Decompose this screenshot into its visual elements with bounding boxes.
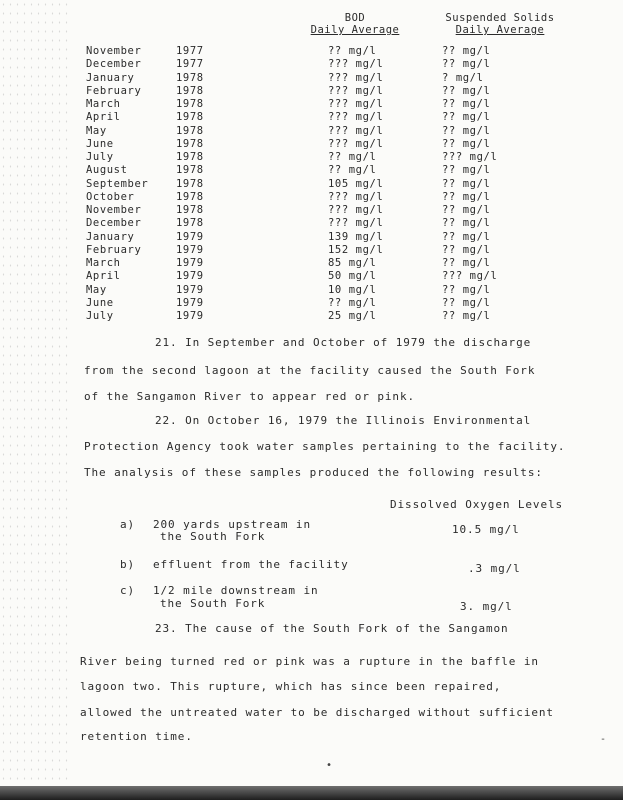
ss-cell: ?? mg/l [442,111,491,124]
year-cell: 1978 [176,177,204,190]
bod-cell: 105 mg/l [328,177,384,190]
year-cell: 1978 [176,217,204,230]
bod-cell: ??? mg/l [328,124,384,137]
ss-cell: ??? mg/l [442,151,498,163]
month-cell: November [86,204,142,216]
ss-cell: ?? mg/l [442,243,491,256]
dissolved-oxygen-header: Dissolved Oxygen Levels [390,498,564,511]
month-cell: January [86,230,135,243]
year-cell: 1978 [176,137,204,150]
ss-cell: ?? mg/l [442,137,491,150]
ss-cell: ?? mg/l [442,84,491,97]
result-a-text-2: the South Fork [160,530,266,543]
paragraph-line: of the Sangamon River to appear red or pink. [84,390,415,403]
bod-header-line1: BOD [344,12,366,24]
result-b-value: .3 mg/l [468,562,521,575]
year-cell: 1977 [176,45,204,57]
year-cell: 1978 [176,190,204,203]
month-cell: July [86,151,114,163]
year-cell: 1979 [176,230,204,243]
bod-cell: 139 mg/l [328,230,384,243]
bod-cell: ??? mg/l [328,217,384,230]
paragraph-line: Protection Agency took water samples pertaining to the facility. [84,440,566,453]
month-cell: March [86,98,121,110]
ss-header-line2: Daily Average [455,24,545,36]
year-cell: 1978 [176,71,204,84]
month-cell: June [86,296,114,309]
paragraph-line: lagoon two. This rupture, which has since been repaired, [80,680,502,693]
ss-cell: ?? mg/l [442,217,491,230]
scan-dot: • [326,760,333,771]
result-b-label: b) [120,558,136,571]
bod-cell: ?? mg/l [328,45,377,57]
result-a-value: 10.5 mg/l [452,523,520,536]
ss-cell: ?? mg/l [442,283,491,296]
ss-cell: ?? mg/l [442,124,491,137]
month-cell: February [86,84,142,97]
bod-cell: ?? mg/l [328,296,377,309]
bod-cell: ??? mg/l [328,190,384,203]
ss-cell: ?? mg/l [442,58,491,71]
bod-column-header [300,12,410,36]
bod-cell: 10 mg/l [328,283,377,296]
ss-cell: ?? mg/l [442,230,491,243]
month-cell: April [86,270,121,283]
month-cell: June [86,137,114,150]
month-cell: January [86,71,135,84]
bod-cell: ??? mg/l [328,58,384,71]
bod-cell: ??? mg/l [328,98,384,110]
year-cell: 1977 [176,58,204,71]
bod-header-line2: Daily Average [310,24,400,36]
bod-cell: ??? mg/l [328,137,384,150]
paragraph-line: allowed the untreated water to be discharged without sufficient [80,706,554,719]
year-cell: 1978 [176,204,204,216]
month-cell: May [86,283,107,296]
year-cell: 1979 [176,296,204,309]
result-c-value: 3. mg/l [460,600,513,613]
scan-dash: - [600,734,607,745]
bod-cell: ?? mg/l [328,151,377,163]
month-cell: March [86,257,121,269]
year-cell: 1978 [176,111,204,124]
year-cell: 1978 [176,151,204,163]
bod-cell: 25 mg/l [328,310,377,322]
month-cell: October [86,190,135,203]
month-cell: December [86,58,142,71]
bod-cell: 85 mg/l [328,257,377,269]
ss-cell: ?? mg/l [442,190,491,203]
ss-column-header [425,12,575,36]
paragraph-line: River being turned red or pink was a rupture in the baffle in [80,655,539,668]
paragraph-line: retention time. [80,730,193,743]
month-cell: February [86,243,142,256]
year-cell: 1979 [176,310,204,322]
ss-cell: ?? mg/l [442,164,491,177]
bod-cell: ??? mg/l [328,111,384,124]
year-cell: 1978 [176,84,204,97]
bod-cell: 50 mg/l [328,270,377,283]
result-c-text: 1/2 mile downstream in [153,584,319,597]
result-a-label: a) [120,518,136,531]
ss-cell: ?? mg/l [442,296,491,309]
ss-cell: ??? mg/l [442,270,498,283]
paragraph-line: 23. The cause of the South Fork of the Sangamon [155,622,509,635]
year-cell: 1979 [176,270,204,283]
month-cell: May [86,124,107,137]
bod-cell: ??? mg/l [328,71,384,84]
month-cell: November [86,45,142,57]
ss-cell: ?? mg/l [442,177,491,190]
ss-cell: ?? mg/l [442,98,491,110]
ss-header-line1: Suspended Solids [445,12,555,24]
month-cell: April [86,111,121,124]
result-c-label: c) [120,584,136,597]
month-cell: December [86,217,142,230]
ss-cell: ?? mg/l [442,204,491,216]
paragraph-line: 22. On October 16, 1979 the Illinois Environmental [155,414,532,427]
year-cell: 1978 [176,164,204,177]
year-cell: 1979 [176,283,204,296]
ss-cell: ?? mg/l [442,310,491,322]
result-c-text-2: the South Fork [160,597,266,610]
scan-edge-bar [0,786,623,800]
result-b-text: effluent from the facility [153,558,349,571]
ss-cell: ?? mg/l [442,257,491,269]
month-cell: July [86,310,114,322]
year-cell: 1979 [176,243,204,256]
bod-cell: 152 mg/l [328,243,384,256]
result-a-text: 200 yards upstream in [153,518,311,531]
paragraph-line: 21. In September and October of 1979 the discharge [155,336,532,349]
ss-cell: ?? mg/l [442,45,491,57]
ss-cell: ? mg/l [442,71,484,84]
year-cell: 1978 [176,98,204,110]
month-cell: August [86,164,128,177]
year-cell: 1978 [176,124,204,137]
paragraph-line: The analysis of these samples produced the following results: [84,466,543,479]
year-cell: 1979 [176,257,204,269]
bod-cell: ??? mg/l [328,84,384,97]
month-cell: September [86,177,149,190]
scan-noise [0,0,70,800]
paragraph-line: from the second lagoon at the facility caused the South Fork [84,364,536,377]
bod-cell: ?? mg/l [328,164,377,177]
bod-cell: ??? mg/l [328,204,384,216]
